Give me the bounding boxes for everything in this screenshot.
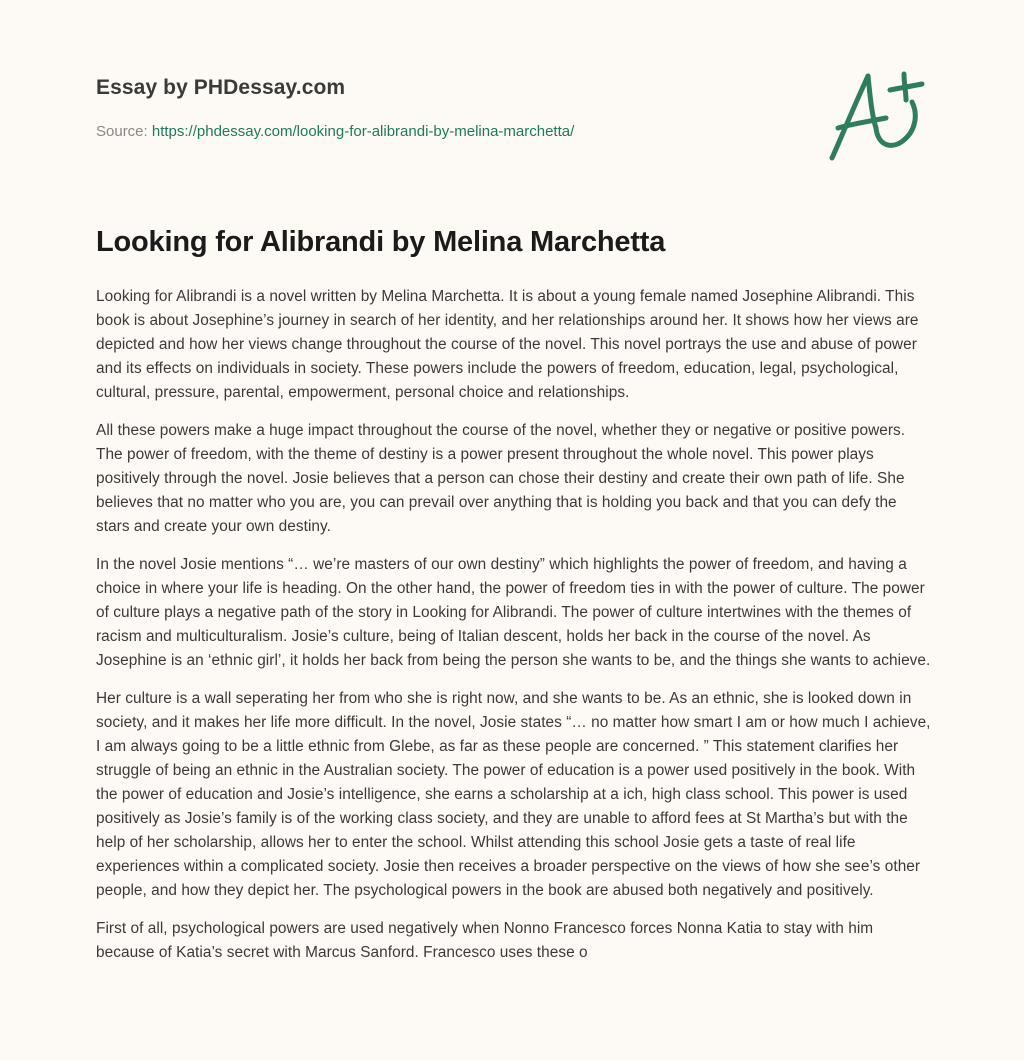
essay-body <box>96 285 931 979</box>
a-plus-grade-icon <box>824 66 928 166</box>
site-title: Essay by PHDessay.com <box>96 76 346 99</box>
paragraph: First of all, psychological powers are used negatively when Nonno Francesco forces Nonna Katia to stay with him because of Katia’s secret with Marcus Sanford. Francesco uses these o <box>96 920 874 961</box>
source-link[interactable]: https://phdessay.com/looking-for-alibrandi-by-melina-marchetta/ <box>151 123 575 140</box>
page <box>96 0 931 961</box>
paragraph: Her culture is a wall seperating her from who she is right now, and she wants to be. As an ethnic, she is looked down in society, and it makes her life more difficult. In the novel, Josie states “… no matter how smart I am or how much I achieve, I am always going to be a little ethnic from Glebe, as far as these people are concerned. ” This statement clarifies her struggle of being an ethnic in the Australian society. The power of education is a power used positively in the book. With the power of education and Josie’s intelligence, she earns a scholarship at a ich, high class school. This power is used positively as Josie’s family is of the working class society, and they are unable to afford fees at St Martha’s but with the help of her scholarship, allows her to enter the school. Whilst attending this school Josie gets a taste of real life experiences within a complicated society. Josie then receives a broader perspective on the views of how she see’s other people, and how they depict her. The psychological powers in the book are abused both negatively and positively. <box>96 690 931 899</box>
essay-title: Looking for Alibrandi by Melina Marchetta <box>96 226 666 258</box>
header <box>96 0 931 200</box>
paragraph: All these powers make a huge impact throughout the course of the novel, whether they or negative or positive powers. The power of freedom, with the theme of destiny is a power present throughout the whole novel. This power plays positively through the novel. Josie believes that a person can chose their destiny and create their own path of life. She believes that no matter who you are, you can prevail over anything that is holding you back and that you can defy the stars and create your own destiny. <box>96 422 906 535</box>
paragraph: In the novel Josie mentions “… we’re masters of our own destiny” which highlights the power of freedom, and having a choice in where your life is heading. On the other hand, the power of freedom ties in with the power of culture. The power of culture plays a negative path of the story in Looking for Alibrandi. The power of culture intertwines with the themes of racism and multiculturalism. Josie’s culture, being of Italian descent, holds her back in the course of the novel. As Josephine is an ‘ethnic girl’, it holds her back from being the person she wants to be, and the things she wants to achieve. <box>96 556 931 669</box>
source-line <box>96 123 574 140</box>
paragraph: Looking for Alibrandi is a novel written by Melina Marchetta. It is about a young female named Josephine Alibrandi. This book is about Josephine’s journey in search of her identity, and her relationships around her. It shows how her views are depicted and how her views change throughout the course of the novel. This novel portrays the use and abuse of power and its effects on individuals in society. These powers include the powers of freedom, education, legal, psychological, cultural, pressure, parental, empowerment, personal choice and relationships. <box>96 288 919 401</box>
source-label: Source: <box>96 123 148 140</box>
